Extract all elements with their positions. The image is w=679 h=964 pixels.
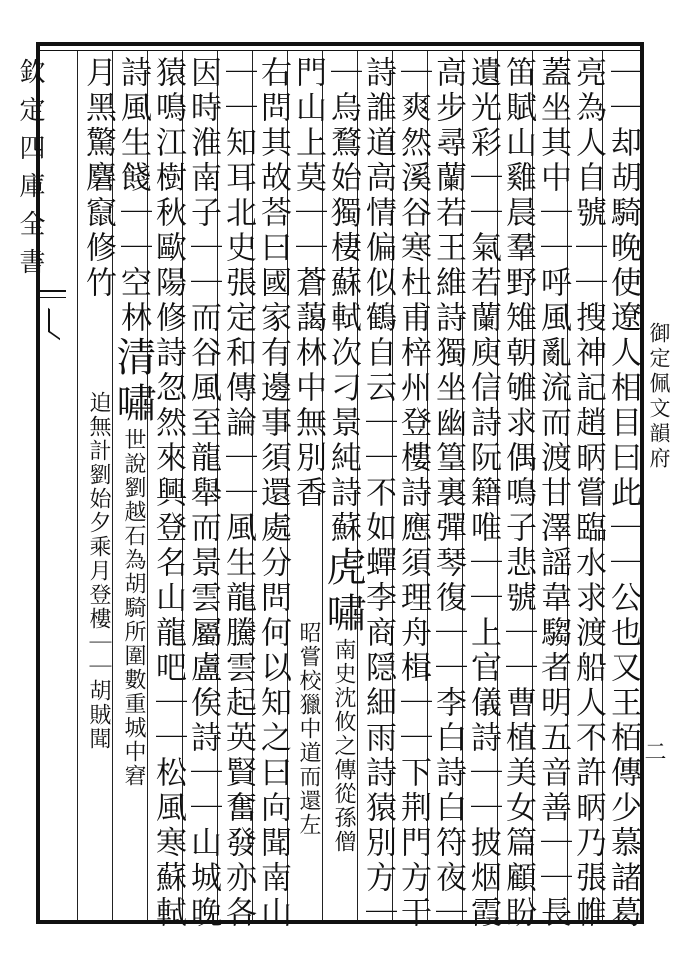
text-column: 因時淮南子｜｜而谷風至龍舉而景雲屬盧俟詩｜｜山城晚 (185, 56, 221, 931)
text-column: 右問其故荅曰國家有邊事須還處分問何以知之曰向聞南山 (255, 56, 291, 931)
fishtail-mark (48, 308, 60, 340)
text-column: ｜烏鶩始獨棲蘇軾次刁景純詩蘇虎嘯南史沈攸之傳從孫僧 (320, 56, 366, 854)
text-column: ｜爽然溪谷寒杜甫梓州登樓詩應須理舟楫｜｜下荆門方干 (395, 56, 431, 931)
column-rule (77, 51, 78, 920)
text-column: 詩風生餞｜｜空林清嘯世說劉越石為胡騎所圍數重城中窘 (110, 56, 156, 788)
fold-line (36, 290, 66, 292)
text-column: ｜｜却胡騎晚使遼人相目曰此｜｜公也又王栢傳少慕諸葛 (605, 56, 641, 931)
text-column: 門山上莫｜｜蒼藹林中無別香昭嘗校獵中道而還左 (290, 56, 326, 837)
text-column: ｜｜知耳北史張定和傳論｜｜風生龍騰雲起英賢奮發亦各 (220, 56, 256, 931)
frame-top-rule-inner (36, 50, 644, 51)
text-column: 亮為人自號｜｜搜神記趙昞嘗臨水求渡船人不許昞乃張帷 (570, 56, 606, 931)
text-column: 月黑驚麏竄修竹迫無計劉始夕乘月登樓｜｜胡賊聞 (80, 56, 116, 751)
margin-header: 欽定四庫全書 (15, 58, 45, 286)
headword: 虎嘯 (320, 546, 366, 638)
text-column: 遺光彩｜｜氣若蘭庾信詩阮籍唯｜｜上官儀詩｜｜披烟霞 (465, 56, 501, 931)
fold-line-inner (36, 297, 66, 298)
folio-number: 二 (641, 740, 666, 762)
headword: 清嘯 (110, 336, 156, 428)
frame-top-rule (36, 42, 644, 46)
book-title: 御定佩文韻府 (647, 322, 671, 472)
text-column: 猿鳴江樹秋歐陽修詩忽然來興登名山龍吧｜｜松風寒蘇軾 (150, 56, 186, 931)
text-column: 詩誰道高情偏似鶴自云｜｜不如蟬李商隠細雨詩猿別方｜ (360, 56, 396, 931)
text-column: 高步尋蘭若王維詩獨坐幽篁裏彈琴復｜｜李白詩白符夜｜ (430, 56, 466, 931)
text-column: 笛賦山雞晨羣野雉朝雊求偶鳴子悲號｜｜曹植美女篇顧盼 (500, 56, 536, 931)
text-column: 蓋坐其中｜｜呼風亂流而渡甘澤謡韋騶者明五音善｜｜長 (535, 56, 571, 931)
